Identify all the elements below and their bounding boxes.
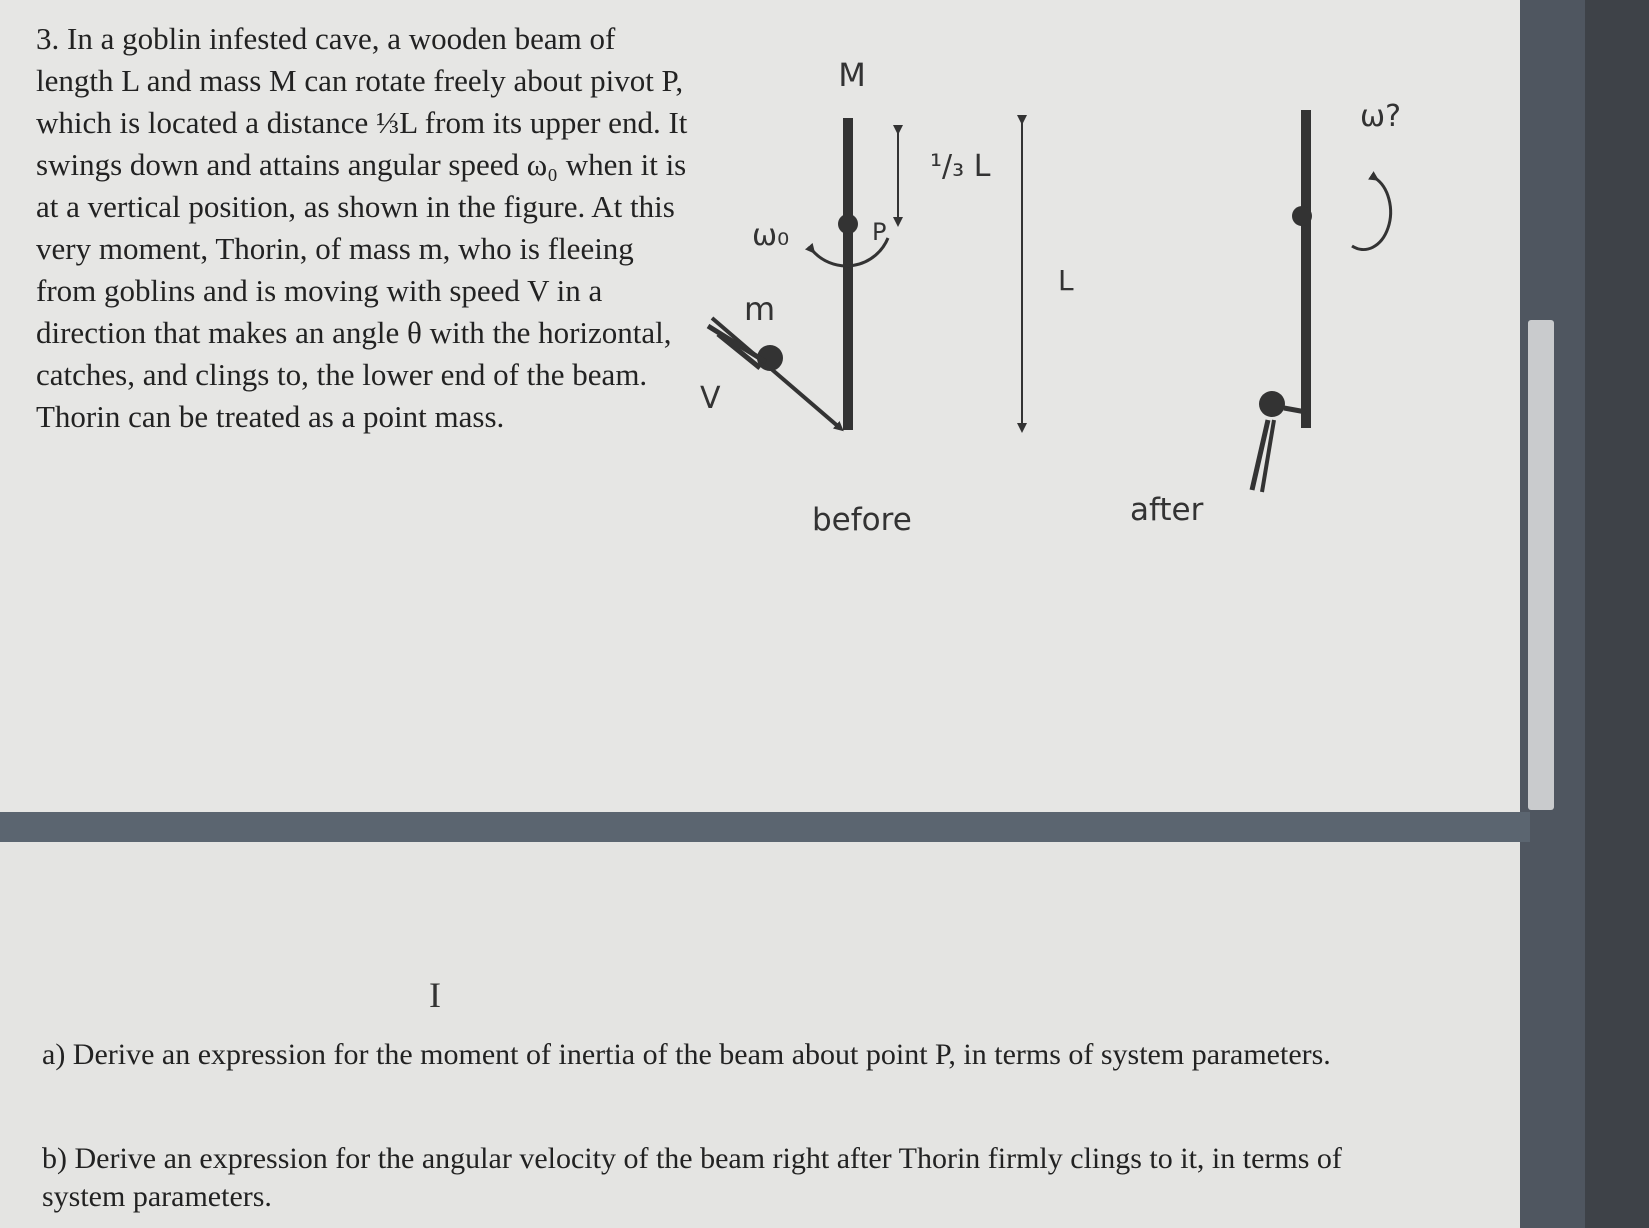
- label-m: m: [744, 290, 776, 328]
- scrollbar-thumb[interactable]: [1528, 320, 1554, 810]
- label-omega-unknown: ω?: [1360, 99, 1402, 134]
- text-cursor-icon: I: [429, 975, 441, 1015]
- label-omega0: ω₀: [752, 218, 790, 253]
- label-third-L: ¹/₃ L: [930, 149, 991, 184]
- label-M: M: [838, 56, 866, 94]
- problem-statement: 3. In a goblin infested cave, a wooden beam of length L and mass M can rotate freely about pivot P, which is located a distance ⅓L from its upper end. It swings down and attains angular speed ω₀ when it is at a vertical position, as shown in the figure. At this very moment, Thorin, of mass m, who is fleeing from goblins and is moving with speed V in a direction that makes an angle θ with the horizontal, catches, and clings to, the lower end of the beam. Thorin can be treated as a point mass.: [36, 21, 688, 434]
- pivot-after: [1292, 206, 1312, 226]
- velocity-arrow: [712, 318, 840, 428]
- question-b: b) Derive an expression for the angular velocity of the beam right after Thorin firmly clings to it, in terms of system parameters.: [42, 1142, 1342, 1213]
- label-L: L: [1058, 264, 1074, 297]
- pivot-before: [838, 214, 858, 234]
- screen-bezel: [1585, 0, 1649, 1228]
- label-V: V: [700, 381, 721, 416]
- thorin-after: [1259, 391, 1285, 417]
- caption-before: before: [812, 502, 912, 538]
- omega-unknown-arc-icon: [1352, 178, 1391, 250]
- page-divider: [0, 812, 1530, 842]
- question-a: a) Derive an expression for the moment of inertia of the beam about point P, in terms of system parameters.: [42, 1038, 1331, 1071]
- label-P: P: [872, 218, 887, 246]
- caption-after: after: [1130, 492, 1204, 528]
